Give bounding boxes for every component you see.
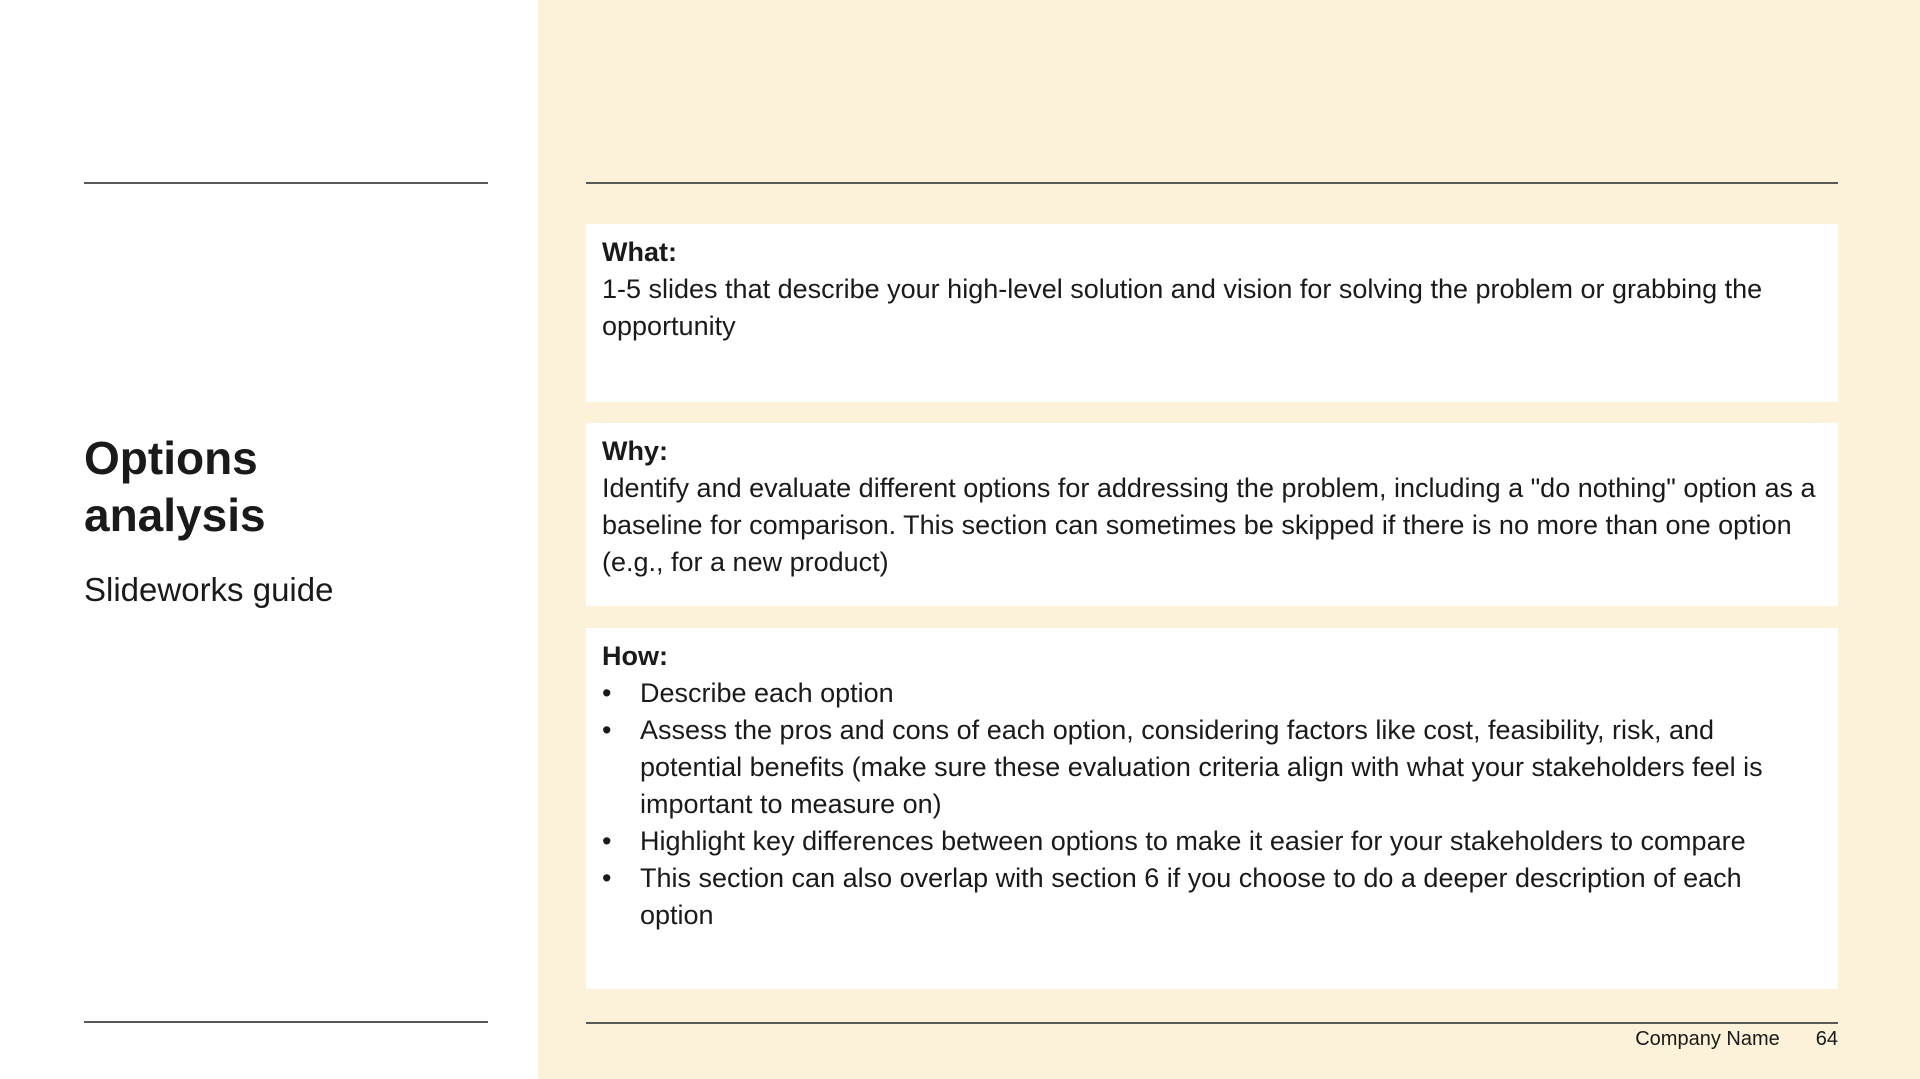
bullet-text: Describe each option [640, 678, 894, 708]
bullet-marker: • [602, 863, 612, 893]
slide-subtitle: Slideworks guide [84, 571, 334, 608]
cards [586, 224, 1838, 989]
card-heading: How: [602, 641, 668, 671]
card-body-text: 1-5 slides that describe your high-level solution and vision for solving the problem or grabbing the opportunity [602, 274, 1763, 341]
bullet-marker: • [602, 715, 612, 745]
card-heading: Why: [602, 436, 668, 466]
footer-company-name: Company Name [1635, 1028, 1780, 1050]
right-top-rule [586, 182, 1838, 184]
footer [586, 1026, 1838, 1052]
card-body-text: Identify and evaluate different options for addressing the problem, including a "do nothing" option as a baseline for comparison. This section can sometimes be skipped if there is no more than one option (e.g., for a new product) [602, 473, 1816, 577]
card-why [586, 423, 1838, 606]
bullet-marker: • [602, 678, 612, 708]
bullet-item [602, 823, 1822, 860]
card-what [586, 224, 1838, 402]
bullet-item [602, 860, 1822, 934]
card-how [586, 628, 1838, 989]
bullet-text: This section can also overlap with section 6 if you choose to do a deeper description of each option [640, 863, 1742, 930]
left-bottom-rule [84, 1021, 488, 1023]
bullet-marker: • [602, 826, 612, 856]
left-top-rule [84, 182, 488, 184]
right-bottom-rule [586, 1022, 1838, 1024]
footer-page-number: 64 [1815, 1028, 1838, 1050]
slide-title: Options analysis [84, 432, 266, 541]
bullet-item [602, 675, 1822, 712]
card-heading: What: [602, 237, 677, 267]
bullet-item [602, 712, 1822, 823]
bullet-text: Assess the pros and cons of each option, considering factors like cost, feasibility, risk, and potential benefits (make sure these evaluation criteria align with what your stakeholders feel is important to measure on) [640, 715, 1763, 819]
bullet-text: Highlight key differences between options to make it easier for your stakeholders to compare [640, 826, 1746, 856]
